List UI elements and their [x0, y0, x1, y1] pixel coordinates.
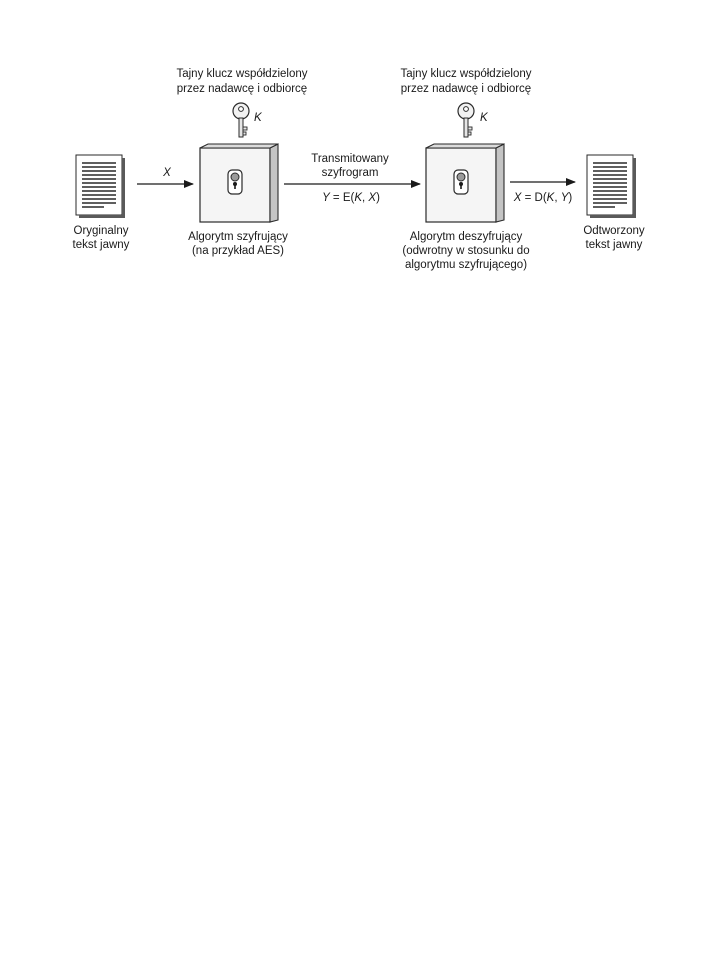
encryption-label-line1: Algorytm szyfrujący — [188, 231, 288, 243]
out-formula-k: K — [546, 192, 555, 204]
right-key-caption-line1: Tajny klucz współdzielony — [400, 68, 532, 80]
plaintext-input-label-line1: Oryginalny — [73, 225, 129, 237]
input-variable-x: X — [163, 167, 171, 179]
formula-y: Y — [322, 192, 330, 204]
document-icon — [76, 155, 125, 218]
out-formula-y: Y — [560, 192, 569, 204]
left-key-caption-line2: przez nadawcę i odbiorcę — [176, 83, 308, 95]
decryption-label-line2: (odwrotny w stosunku do — [402, 245, 530, 257]
formula-e-open: = E( — [329, 192, 355, 204]
channel-label-line1: Transmitowany — [311, 153, 389, 165]
key-icon — [233, 103, 249, 137]
left-key-caption-line1: Tajny klucz współdzielony — [176, 68, 308, 80]
decryption-label-line3: algorytmu szyfrującego) — [404, 259, 528, 271]
channel-label-line2: szyfrogram — [321, 167, 379, 179]
right-key-caption-line2: przez nadawcę i odbiorcę — [400, 83, 532, 95]
encryption-lock-box-icon — [200, 144, 278, 222]
encryption-label-line2: (na przykład AES) — [191, 245, 285, 257]
left-key-variable-k: K — [254, 112, 262, 124]
out-formula-sep: , — [554, 192, 561, 204]
plaintext-input-document — [76, 155, 125, 218]
plaintext-output-label-line2: tekst jawny — [585, 239, 643, 251]
decryption-label-line1: Algorytm deszyfrujący — [409, 231, 523, 243]
plaintext-output-label-line1: Odtworzony — [583, 225, 645, 237]
formula-sep: , — [362, 192, 369, 204]
key-icon — [458, 103, 474, 137]
formula-k: K — [354, 192, 363, 204]
formula-close: ) — [376, 192, 380, 204]
document-icon — [587, 155, 636, 218]
out-formula-d-open: = D( — [521, 192, 547, 204]
plaintext-output-document — [587, 155, 636, 218]
plaintext-recovery-formula — [513, 192, 573, 204]
plaintext-input-label-line2: tekst jawny — [72, 239, 130, 251]
right-key-variable-k: K — [480, 112, 488, 124]
ciphertext-formula — [322, 192, 380, 204]
out-formula-x: X — [513, 192, 522, 204]
formula-x: X — [368, 192, 377, 204]
decryption-lock-box-icon — [426, 144, 504, 222]
out-formula-close: ) — [568, 192, 573, 204]
